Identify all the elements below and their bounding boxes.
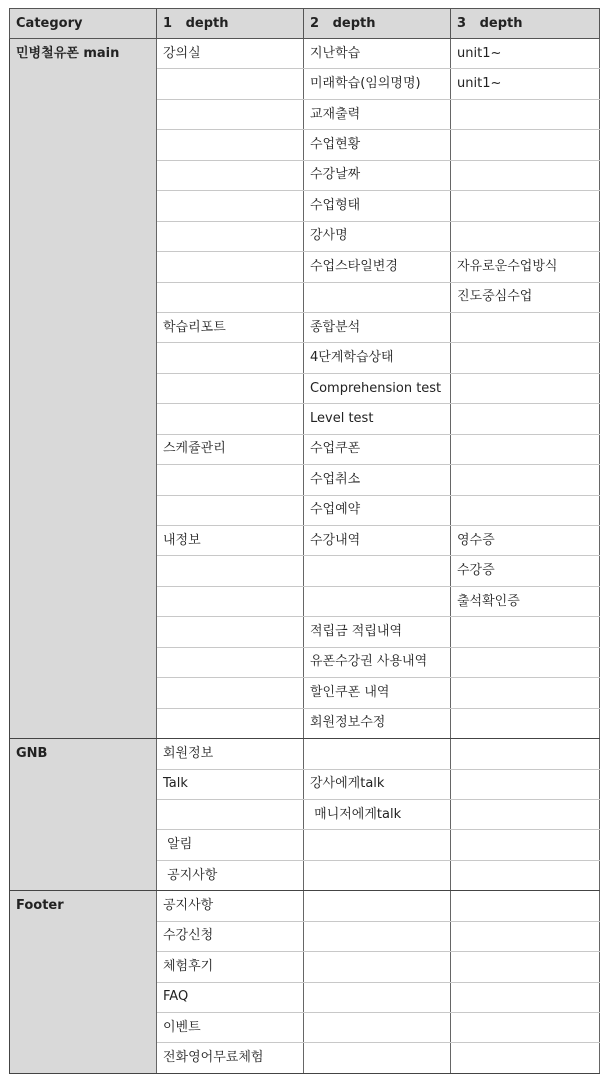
depth-3-cell: [451, 1043, 600, 1073]
depth-1-cell: [157, 191, 304, 221]
depth-3-cell: [451, 617, 600, 647]
depth-2-cell: 수업쿠폰: [304, 434, 451, 464]
depth-3-cell: [451, 952, 600, 982]
depth-1-cell: [157, 252, 304, 282]
sitemap-table: [9, 8, 600, 1074]
depth-2-cell: [304, 1013, 451, 1043]
depth-2-cell: 수강내역: [304, 526, 451, 556]
depth-1-cell: 학습리포트: [157, 312, 304, 342]
header-row: [10, 9, 600, 39]
depth-1-cell: 이벤트: [157, 1013, 304, 1043]
sitemap-table-wrapper: [9, 8, 600, 1074]
depth-3-cell: [451, 739, 600, 769]
depth-2-cell: 수업형태: [304, 191, 451, 221]
depth-3-cell: [451, 495, 600, 525]
depth-2-cell: 수업스타일변경: [304, 252, 451, 282]
depth-1-cell: 체험후기: [157, 952, 304, 982]
depth-1-cell: [157, 282, 304, 312]
depth-1-cell: 공지사항: [157, 891, 304, 921]
depth-2-cell: [304, 860, 451, 890]
depth-3-cell: [451, 860, 600, 890]
depth-1-cell: 알림: [157, 830, 304, 860]
depth-2-cell: [304, 982, 451, 1012]
depth-3-cell: [451, 373, 600, 403]
depth-2-cell: 강사에게talk: [304, 769, 451, 799]
table-row: [10, 739, 600, 769]
depth-1-cell: [157, 678, 304, 708]
depth-1-cell: FAQ: [157, 982, 304, 1012]
depth-1-cell: [157, 404, 304, 434]
depth-3-cell: [451, 647, 600, 677]
depth-2-cell: 수강날짜: [304, 160, 451, 190]
depth-3-cell: [451, 191, 600, 221]
depth-2-cell: Comprehension test: [304, 373, 451, 403]
depth-3-cell: [451, 160, 600, 190]
depth-3-cell: 영수증: [451, 526, 600, 556]
depth-3-cell: 출석확인증: [451, 586, 600, 616]
depth-2-cell: [304, 556, 451, 586]
depth-1-cell: Talk: [157, 769, 304, 799]
depth-1-cell: [157, 617, 304, 647]
header-depth-3: 3 depth: [451, 9, 600, 39]
header-category: Category: [10, 9, 157, 39]
depth-2-cell: 강사명: [304, 221, 451, 251]
depth-3-cell: 진도중심수업: [451, 282, 600, 312]
depth-2-cell: [304, 952, 451, 982]
depth-1-cell: [157, 647, 304, 677]
depth-3-cell: [451, 221, 600, 251]
table-body: [10, 39, 600, 1074]
depth-3-cell: [451, 678, 600, 708]
depth-3-cell: [451, 708, 600, 738]
depth-1-cell: [157, 586, 304, 616]
depth-2-cell: 4단계학습상태: [304, 343, 451, 373]
depth-1-cell: 전화영어무료체험: [157, 1043, 304, 1073]
depth-3-cell: [451, 99, 600, 129]
depth-1-cell: 공지사항: [157, 860, 304, 890]
depth-2-cell: 회원정보수정: [304, 708, 451, 738]
depth-1-cell: 내정보: [157, 526, 304, 556]
depth-2-cell: 교재출력: [304, 99, 451, 129]
depth-2-cell: [304, 891, 451, 921]
depth-2-cell: 매니저에게talk: [304, 799, 451, 829]
depth-1-cell: 스케쥴관리: [157, 434, 304, 464]
depth-1-cell: [157, 160, 304, 190]
table-row: [10, 891, 600, 921]
depth-3-cell: [451, 921, 600, 951]
depth-3-cell: 자유로운수업방식: [451, 252, 600, 282]
depth-1-cell: [157, 556, 304, 586]
depth-1-cell: [157, 221, 304, 251]
depth-1-cell: [157, 69, 304, 99]
depth-1-cell: 수강신청: [157, 921, 304, 951]
depth-3-cell: [451, 343, 600, 373]
depth-2-cell: 수업취소: [304, 465, 451, 495]
depth-3-cell: [451, 769, 600, 799]
depth-1-cell: [157, 799, 304, 829]
category-cell: Footer: [10, 891, 157, 1074]
depth-3-cell: [451, 130, 600, 160]
depth-2-cell: 유폰수강권 사용내역: [304, 647, 451, 677]
depth-2-cell: 미래학습(임의명명): [304, 69, 451, 99]
depth-3-cell: [451, 891, 600, 921]
depth-2-cell: [304, 282, 451, 312]
depth-1-cell: 강의실: [157, 39, 304, 69]
depth-2-cell: 수업현황: [304, 130, 451, 160]
depth-2-cell: [304, 921, 451, 951]
depth-1-cell: [157, 99, 304, 129]
depth-2-cell: [304, 739, 451, 769]
category-cell: GNB: [10, 739, 157, 891]
depth-3-cell: unit1~: [451, 69, 600, 99]
depth-3-cell: [451, 982, 600, 1012]
table-row: [10, 39, 600, 69]
depth-2-cell: 할인쿠폰 내역: [304, 678, 451, 708]
depth-3-cell: 수강증: [451, 556, 600, 586]
depth-1-cell: [157, 373, 304, 403]
depth-1-cell: [157, 465, 304, 495]
depth-1-cell: [157, 343, 304, 373]
depth-1-cell: [157, 708, 304, 738]
depth-2-cell: 지난학습: [304, 39, 451, 69]
depth-2-cell: 수업예약: [304, 495, 451, 525]
depth-3-cell: [451, 404, 600, 434]
depth-2-cell: [304, 830, 451, 860]
header-depth-1: 1 depth: [157, 9, 304, 39]
header-depth-2: 2 depth: [304, 9, 451, 39]
depth-3-cell: [451, 830, 600, 860]
depth-2-cell: [304, 586, 451, 616]
depth-2-cell: 종합분석: [304, 312, 451, 342]
depth-3-cell: [451, 799, 600, 829]
depth-3-cell: [451, 434, 600, 464]
depth-2-cell: 적립금 적립내역: [304, 617, 451, 647]
depth-2-cell: [304, 1043, 451, 1073]
depth-1-cell: [157, 495, 304, 525]
depth-2-cell: Level test: [304, 404, 451, 434]
depth-3-cell: [451, 312, 600, 342]
category-cell: 민병철유폰 main: [10, 39, 157, 739]
depth-3-cell: [451, 465, 600, 495]
depth-1-cell: 회원정보: [157, 739, 304, 769]
depth-3-cell: unit1~: [451, 39, 600, 69]
depth-3-cell: [451, 1013, 600, 1043]
depth-1-cell: [157, 130, 304, 160]
table-header: [10, 9, 600, 39]
